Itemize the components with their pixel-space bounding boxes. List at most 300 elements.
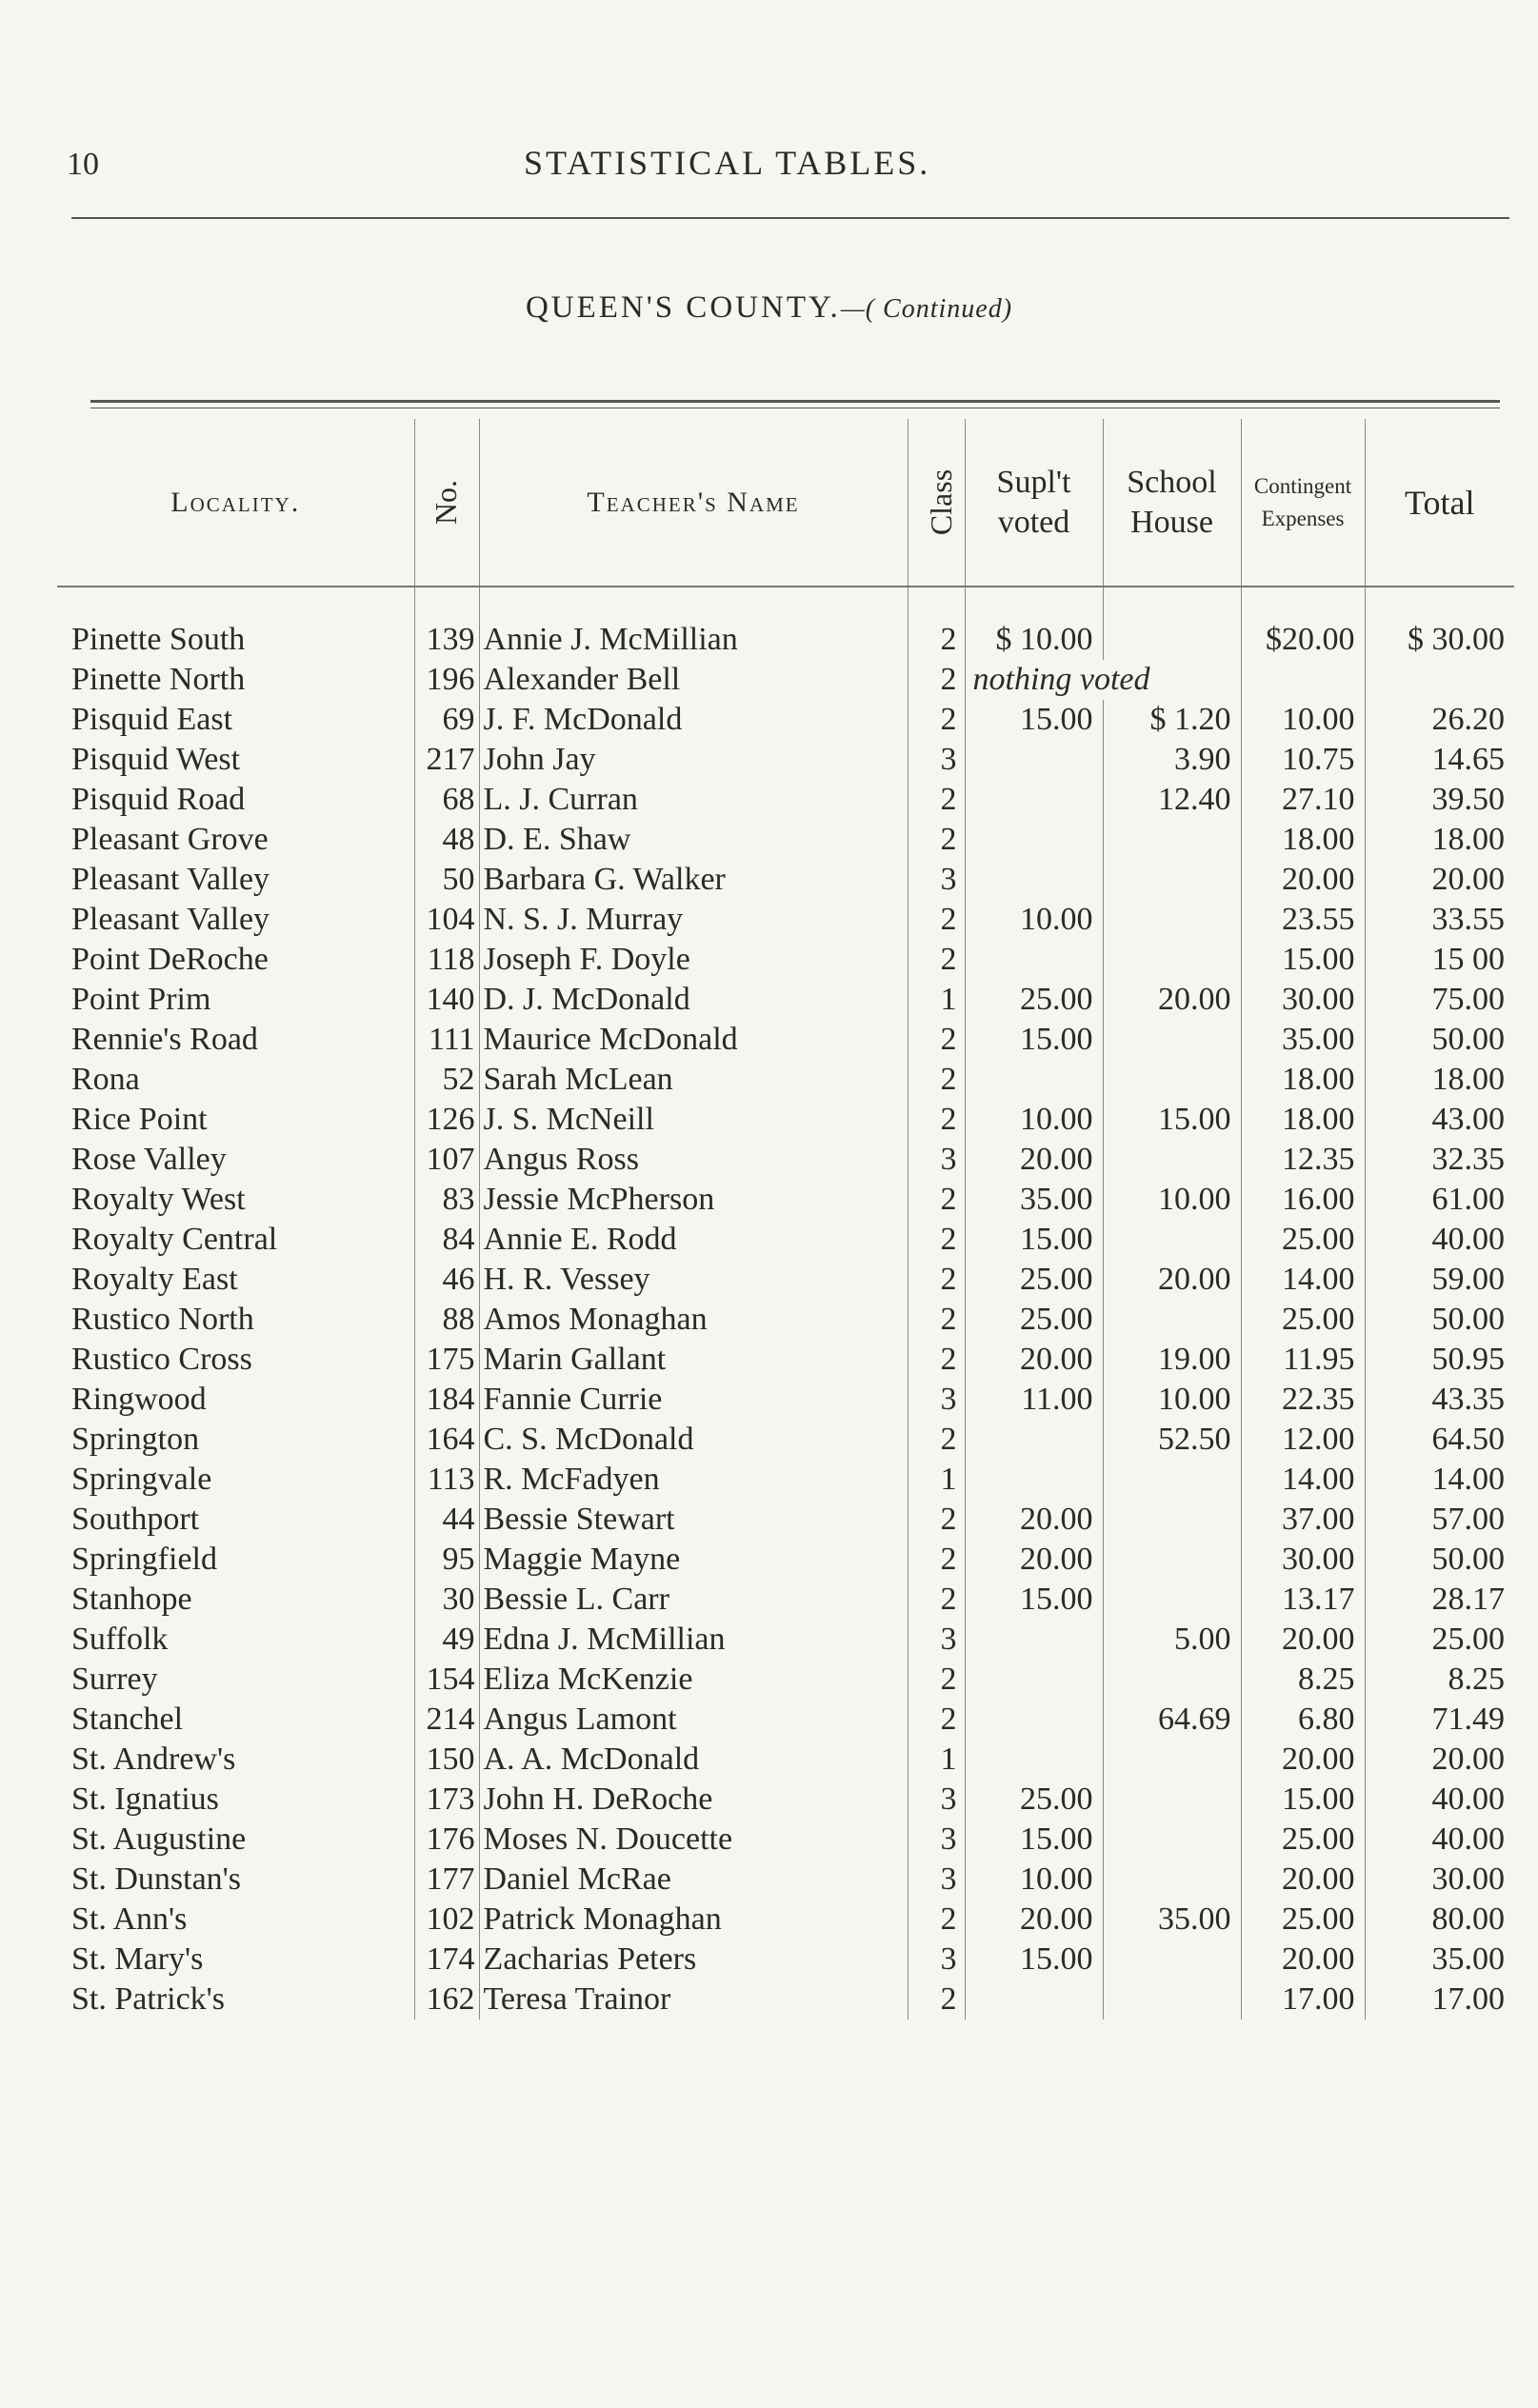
teacher-name-cell: Zacharias Peters bbox=[479, 1940, 908, 1980]
school-house-cell: 35.00 bbox=[1103, 1900, 1241, 1940]
number-cell: 95 bbox=[414, 1540, 479, 1580]
table-top-rule-thick bbox=[90, 400, 1500, 403]
class-cell: 2 bbox=[908, 1900, 965, 1940]
table-row bbox=[57, 1740, 1514, 1780]
number-cell: 30 bbox=[414, 1580, 479, 1620]
teacher-name-cell: H. R. Vessey bbox=[479, 1260, 908, 1300]
teacher-name-cell: Annie E. Rodd bbox=[479, 1220, 908, 1260]
supl-voted-cell: $ 10.00 bbox=[965, 587, 1103, 660]
class-cell: 3 bbox=[908, 1780, 965, 1820]
table-row bbox=[57, 1420, 1514, 1460]
number-cell: 107 bbox=[414, 1140, 479, 1180]
table-row bbox=[57, 740, 1514, 780]
total-cell: 39.50 bbox=[1365, 780, 1514, 820]
contingent-expenses-cell: 27.10 bbox=[1241, 780, 1365, 820]
contingent-expenses-cell: 35.00 bbox=[1241, 1020, 1365, 1060]
total-cell: 8.25 bbox=[1365, 1660, 1514, 1700]
number-cell: 102 bbox=[414, 1900, 479, 1940]
total-cell: 30.00 bbox=[1365, 1860, 1514, 1900]
total-cell: 35.00 bbox=[1365, 1940, 1514, 1980]
total-cell: 71.49 bbox=[1365, 1700, 1514, 1740]
school-house-cell bbox=[1103, 1820, 1241, 1860]
class-cell: 2 bbox=[908, 1060, 965, 1100]
locality-cell: Pinette South bbox=[71, 622, 246, 657]
school-house-cell bbox=[1103, 587, 1241, 660]
contingent-expenses-cell: 20.00 bbox=[1241, 1620, 1365, 1660]
contingent-expenses-cell: 25.00 bbox=[1241, 1300, 1365, 1340]
contingent-expenses-cell: 30.00 bbox=[1241, 1540, 1365, 1580]
total-cell: 14.65 bbox=[1365, 740, 1514, 780]
total-cell: 50.00 bbox=[1365, 1300, 1514, 1340]
total-cell: 43.35 bbox=[1365, 1380, 1514, 1420]
contingent-expenses-cell: 6.80 bbox=[1241, 1700, 1365, 1740]
number-cell: 174 bbox=[414, 1940, 479, 1980]
table-row bbox=[57, 1820, 1514, 1860]
class-cell: 2 bbox=[908, 1540, 965, 1580]
total-cell: 80.00 bbox=[1365, 1900, 1514, 1940]
locality-cell: Point Prim bbox=[71, 982, 211, 1017]
total-cell bbox=[1365, 660, 1514, 700]
school-house-cell: 10.00 bbox=[1103, 1380, 1241, 1420]
contingent-expenses-cell: 23.55 bbox=[1241, 900, 1365, 940]
teacher-name-cell: Maggie Mayne bbox=[479, 1540, 908, 1580]
school-house-cell bbox=[1103, 1060, 1241, 1100]
class-cell: 3 bbox=[908, 1620, 965, 1660]
supl-voted-cell bbox=[965, 940, 1103, 980]
number-cell: 196 bbox=[414, 660, 479, 700]
school-house-cell bbox=[1103, 1220, 1241, 1260]
supl-voted-cell: 25.00 bbox=[965, 1260, 1103, 1300]
total-cell: 50.95 bbox=[1365, 1340, 1514, 1380]
teacher-name-cell: R. McFadyen bbox=[479, 1460, 908, 1500]
school-house-cell bbox=[1103, 940, 1241, 980]
col-header-class bbox=[908, 419, 965, 587]
number-cell: 214 bbox=[414, 1700, 479, 1740]
locality-cell: Suffolk bbox=[71, 1622, 169, 1657]
class-cell: 2 bbox=[908, 1700, 965, 1740]
table-row bbox=[57, 1900, 1514, 1940]
locality-cell: Pinette North bbox=[71, 662, 246, 697]
supl-voted-cell bbox=[965, 1420, 1103, 1460]
school-house-cell: 15.00 bbox=[1103, 1100, 1241, 1140]
supl-voted-cell: 25.00 bbox=[965, 980, 1103, 1020]
contingent-expenses-cell: 25.00 bbox=[1241, 1820, 1365, 1860]
supl-voted-cell: 10.00 bbox=[965, 1860, 1103, 1900]
locality-cell: St. Ann's bbox=[71, 1901, 188, 1937]
contingent-expenses-cell: 14.00 bbox=[1241, 1260, 1365, 1300]
locality-cell: Rennie's Road bbox=[71, 1022, 258, 1057]
running-title: STATISTICAL TABLES. bbox=[524, 144, 931, 182]
contingent-expenses-cell: 18.00 bbox=[1241, 1100, 1365, 1140]
table-row bbox=[57, 700, 1514, 740]
locality-cell: Surrey bbox=[71, 1662, 158, 1697]
table-row bbox=[57, 900, 1514, 940]
table-row bbox=[57, 1860, 1514, 1900]
supl-voted-cell: 15.00 bbox=[965, 1940, 1103, 1980]
class-cell: 3 bbox=[908, 1860, 965, 1900]
teacher-name-cell: John H. DeRoche bbox=[479, 1780, 908, 1820]
table-row bbox=[57, 1780, 1514, 1820]
school-house-cell bbox=[1103, 1860, 1241, 1900]
supl-voted-cell bbox=[965, 780, 1103, 820]
school-house-cell bbox=[1103, 1580, 1241, 1620]
number-cell: 126 bbox=[414, 1100, 479, 1140]
table-row bbox=[57, 820, 1514, 860]
number-cell: 176 bbox=[414, 1820, 479, 1860]
number-cell: 177 bbox=[414, 1860, 479, 1900]
total-cell: 75.00 bbox=[1365, 980, 1514, 1020]
contingent-expenses-cell: 13.17 bbox=[1241, 1580, 1365, 1620]
col-header-school-line1: School bbox=[1127, 464, 1217, 500]
total-cell: 33.55 bbox=[1365, 900, 1514, 940]
table-row bbox=[57, 1980, 1514, 2020]
contingent-expenses-cell: 25.00 bbox=[1241, 1900, 1365, 1940]
supl-voted-cell: 11.00 bbox=[965, 1380, 1103, 1420]
table-row bbox=[57, 1540, 1514, 1580]
locality-cell: Royalty West bbox=[71, 1182, 246, 1217]
class-cell: 2 bbox=[908, 1020, 965, 1060]
class-cell: 2 bbox=[908, 1100, 965, 1140]
supl-voted-cell: 35.00 bbox=[965, 1180, 1103, 1220]
locality-cell: Springton bbox=[71, 1422, 200, 1457]
locality-cell: Rice Point bbox=[71, 1102, 208, 1137]
class-cell: 2 bbox=[908, 1340, 965, 1380]
class-cell: 2 bbox=[908, 780, 965, 820]
class-cell: 3 bbox=[908, 740, 965, 780]
locality-cell: Ringwood bbox=[71, 1382, 207, 1417]
teacher-name-cell: John Jay bbox=[479, 740, 908, 780]
school-house-cell bbox=[1103, 1540, 1241, 1580]
teacher-name-cell: Daniel McRae bbox=[479, 1860, 908, 1900]
table-row bbox=[57, 1220, 1514, 1260]
teacher-name-cell: Alexander Bell bbox=[479, 660, 908, 700]
col-header-supl-line1: Supl't bbox=[996, 464, 1071, 500]
locality-cell: St. Andrew's bbox=[71, 1741, 236, 1777]
contingent-expenses-cell: 11.95 bbox=[1241, 1340, 1365, 1380]
table-row bbox=[57, 1340, 1514, 1380]
class-cell: 3 bbox=[908, 1380, 965, 1420]
teacher-name-cell: Edna J. McMillian bbox=[479, 1620, 908, 1660]
teacher-name-cell: Maurice McDonald bbox=[479, 1020, 908, 1060]
supl-voted-cell: 15.00 bbox=[965, 1820, 1103, 1860]
supl-voted-cell bbox=[965, 1740, 1103, 1780]
class-cell: 2 bbox=[908, 900, 965, 940]
school-house-cell bbox=[1103, 900, 1241, 940]
locality-cell: Springvale bbox=[71, 1462, 212, 1497]
supl-voted-cell: 20.00 bbox=[965, 1140, 1103, 1180]
total-cell: 15 00 bbox=[1365, 940, 1514, 980]
number-cell: 104 bbox=[414, 900, 479, 940]
locality-cell: Royalty Central bbox=[71, 1222, 278, 1257]
total-cell: 40.00 bbox=[1365, 1780, 1514, 1820]
total-cell: 18.00 bbox=[1365, 1060, 1514, 1100]
supl-voted-cell bbox=[965, 1060, 1103, 1100]
teacher-name-cell: Barbara G. Walker bbox=[479, 860, 908, 900]
contingent-expenses-cell: 12.35 bbox=[1241, 1140, 1365, 1180]
class-cell: 3 bbox=[908, 1940, 965, 1980]
contingent-expenses-cell: 16.00 bbox=[1241, 1180, 1365, 1220]
number-cell: 140 bbox=[414, 980, 479, 1020]
table-row bbox=[57, 1300, 1514, 1340]
supl-voted-cell bbox=[965, 1660, 1103, 1700]
school-house-cell bbox=[1103, 1740, 1241, 1780]
col-header-contingent-line2: Expenses bbox=[1261, 506, 1345, 530]
table-row bbox=[57, 860, 1514, 900]
supl-voted-cell: 15.00 bbox=[965, 1020, 1103, 1060]
class-cell: 2 bbox=[908, 1660, 965, 1700]
teacher-name-cell: Sarah McLean bbox=[479, 1060, 908, 1100]
school-house-cell bbox=[1103, 1780, 1241, 1820]
number-cell: 175 bbox=[414, 1340, 479, 1380]
class-cell: 2 bbox=[908, 1580, 965, 1620]
note-cell: nothing voted bbox=[965, 660, 1241, 700]
class-cell: 2 bbox=[908, 1980, 965, 2020]
table-row bbox=[57, 1500, 1514, 1540]
contingent-expenses-cell: 18.00 bbox=[1241, 820, 1365, 860]
school-house-cell: 20.00 bbox=[1103, 980, 1241, 1020]
table-row bbox=[57, 1100, 1514, 1140]
number-cell: 139 bbox=[414, 587, 479, 660]
school-house-cell bbox=[1103, 860, 1241, 900]
total-cell: 32.35 bbox=[1365, 1140, 1514, 1180]
contingent-expenses-cell: 15.00 bbox=[1241, 940, 1365, 980]
total-cell: 20.00 bbox=[1365, 1740, 1514, 1780]
number-cell: 46 bbox=[414, 1260, 479, 1300]
contingent-expenses-cell: 25.00 bbox=[1241, 1220, 1365, 1260]
contingent-expenses-cell: 20.00 bbox=[1241, 1860, 1365, 1900]
total-cell: 28.17 bbox=[1365, 1580, 1514, 1620]
supl-voted-cell: 20.00 bbox=[965, 1900, 1103, 1940]
class-cell: 2 bbox=[908, 700, 965, 740]
supl-voted-cell: 25.00 bbox=[965, 1780, 1103, 1820]
locality-cell: Royalty East bbox=[71, 1262, 238, 1297]
table-row bbox=[57, 1460, 1514, 1500]
contingent-expenses-cell: 37.00 bbox=[1241, 1500, 1365, 1540]
locality-cell: St. Patrick's bbox=[71, 1981, 226, 2017]
class-cell: 3 bbox=[908, 1820, 965, 1860]
school-house-cell: 64.69 bbox=[1103, 1700, 1241, 1740]
number-cell: 50 bbox=[414, 860, 479, 900]
school-house-cell: 3.90 bbox=[1103, 740, 1241, 780]
col-header-contingent bbox=[1241, 419, 1365, 587]
table-row bbox=[57, 1700, 1514, 1740]
locality-cell: Rona bbox=[71, 1062, 140, 1097]
table-row bbox=[57, 1660, 1514, 1700]
teacher-name-cell: Bessie L. Carr bbox=[479, 1580, 908, 1620]
table-row bbox=[57, 980, 1514, 1020]
col-header-class-label: Class bbox=[923, 468, 958, 536]
col-header-locality: Locality. bbox=[57, 419, 414, 587]
table-header-row bbox=[57, 419, 1514, 587]
class-cell: 3 bbox=[908, 1140, 965, 1180]
contingent-expenses-cell: 15.00 bbox=[1241, 1780, 1365, 1820]
locality-cell: St. Dunstan's bbox=[71, 1861, 242, 1897]
supl-voted-cell: 25.00 bbox=[965, 1300, 1103, 1340]
locality-cell: Pleasant Valley bbox=[71, 862, 270, 897]
teacher-name-cell: Jessie McPherson bbox=[479, 1180, 908, 1220]
supl-voted-cell: 15.00 bbox=[965, 700, 1103, 740]
supl-voted-cell: 15.00 bbox=[965, 1220, 1103, 1260]
supl-voted-cell: 20.00 bbox=[965, 1540, 1103, 1580]
class-cell: 2 bbox=[908, 1220, 965, 1260]
total-cell: 14.00 bbox=[1365, 1460, 1514, 1500]
teacher-name-cell: D. E. Shaw bbox=[479, 820, 908, 860]
number-cell: 162 bbox=[414, 1980, 479, 2020]
locality-cell: Pleasant Valley bbox=[71, 902, 270, 937]
number-cell: 52 bbox=[414, 1060, 479, 1100]
total-cell: 20.00 bbox=[1365, 860, 1514, 900]
number-cell: 69 bbox=[414, 700, 479, 740]
locality-cell: Springfield bbox=[71, 1542, 217, 1577]
school-house-cell bbox=[1103, 1020, 1241, 1060]
locality-cell: Southport bbox=[71, 1502, 200, 1537]
teacher-name-cell: Moses N. Doucette bbox=[479, 1820, 908, 1860]
locality-cell: St. Mary's bbox=[71, 1941, 204, 1977]
teacher-name-cell: Marin Gallant bbox=[479, 1340, 908, 1380]
number-cell: 217 bbox=[414, 740, 479, 780]
class-cell: 1 bbox=[908, 1740, 965, 1780]
school-house-cell bbox=[1103, 1460, 1241, 1500]
class-cell: 2 bbox=[908, 1500, 965, 1540]
school-house-cell: 10.00 bbox=[1103, 1180, 1241, 1220]
number-cell: 184 bbox=[414, 1380, 479, 1420]
supl-voted-cell bbox=[965, 820, 1103, 860]
school-house-cell bbox=[1103, 1660, 1241, 1700]
header-rule bbox=[71, 217, 1509, 219]
number-cell: 164 bbox=[414, 1420, 479, 1460]
locality-cell: Pisquid West bbox=[71, 742, 241, 777]
total-cell: 17.00 bbox=[1365, 1980, 1514, 2020]
number-cell: 49 bbox=[414, 1620, 479, 1660]
col-header-school bbox=[1103, 419, 1241, 587]
supl-voted-cell bbox=[965, 1700, 1103, 1740]
teacher-name-cell: N. S. J. Murray bbox=[479, 900, 908, 940]
locality-cell: St. Ignatius bbox=[71, 1781, 219, 1817]
col-header-no-label: No. bbox=[429, 479, 464, 526]
total-cell: 40.00 bbox=[1365, 1820, 1514, 1860]
col-header-no bbox=[414, 419, 479, 587]
class-cell: 2 bbox=[908, 660, 965, 700]
total-cell: 57.00 bbox=[1365, 1500, 1514, 1540]
teacher-name-cell: D. J. McDonald bbox=[479, 980, 908, 1020]
table-row bbox=[57, 587, 1514, 660]
supl-voted-cell bbox=[965, 1980, 1103, 2020]
number-cell: 48 bbox=[414, 820, 479, 860]
teacher-name-cell: Patrick Monaghan bbox=[479, 1900, 908, 1940]
supl-voted-cell: 15.00 bbox=[965, 1580, 1103, 1620]
total-cell: 43.00 bbox=[1365, 1100, 1514, 1140]
teacher-name-cell: Joseph F. Doyle bbox=[479, 940, 908, 980]
total-cell: 59.00 bbox=[1365, 1260, 1514, 1300]
supl-voted-cell: 10.00 bbox=[965, 1100, 1103, 1140]
class-cell: 2 bbox=[908, 587, 965, 660]
number-cell: 44 bbox=[414, 1500, 479, 1540]
locality-cell: Pisquid Road bbox=[71, 782, 246, 817]
table-row bbox=[57, 1260, 1514, 1300]
county-name: QUEEN'S COUNTY. bbox=[525, 290, 841, 325]
school-house-cell: 20.00 bbox=[1103, 1260, 1241, 1300]
locality-cell: Stanchel bbox=[71, 1702, 184, 1737]
table-row bbox=[57, 1060, 1514, 1100]
total-cell: 18.00 bbox=[1365, 820, 1514, 860]
col-header-supl bbox=[965, 419, 1103, 587]
table-row bbox=[57, 780, 1514, 820]
school-house-cell: 52.50 bbox=[1103, 1420, 1241, 1460]
teacher-name-cell: Angus Ross bbox=[479, 1140, 908, 1180]
contingent-expenses-cell: 22.35 bbox=[1241, 1380, 1365, 1420]
col-header-total: Total bbox=[1365, 419, 1514, 587]
number-cell: 111 bbox=[414, 1020, 479, 1060]
school-house-cell bbox=[1103, 1300, 1241, 1340]
teacher-name-cell: Bessie Stewart bbox=[479, 1500, 908, 1540]
number-cell: 150 bbox=[414, 1740, 479, 1780]
class-cell: 2 bbox=[908, 1420, 965, 1460]
table-row bbox=[57, 1580, 1514, 1620]
col-header-supl-line2: voted bbox=[997, 504, 1070, 540]
page-number: 10 bbox=[67, 147, 99, 182]
teacher-name-cell: L. J. Curran bbox=[479, 780, 908, 820]
continued-label: —( Continued) bbox=[840, 294, 1013, 324]
locality-cell: Rose Valley bbox=[71, 1142, 227, 1177]
class-cell: 2 bbox=[908, 1180, 965, 1220]
supl-voted-cell bbox=[965, 860, 1103, 900]
number-cell: 84 bbox=[414, 1220, 479, 1260]
table-row bbox=[57, 1020, 1514, 1060]
locality-cell: Rustico Cross bbox=[71, 1342, 252, 1377]
class-cell: 2 bbox=[908, 1300, 965, 1340]
locality-cell: Pisquid East bbox=[71, 702, 233, 737]
class-cell: 2 bbox=[908, 1260, 965, 1300]
contingent-expenses-cell: 20.00 bbox=[1241, 1740, 1365, 1780]
table-row bbox=[57, 1140, 1514, 1180]
teacher-name-cell: Eliza McKenzie bbox=[479, 1660, 908, 1700]
class-cell: 1 bbox=[908, 1460, 965, 1500]
school-house-cell bbox=[1103, 1500, 1241, 1540]
col-header-contingent-line1: Contingent bbox=[1253, 473, 1352, 498]
locality-cell: Rustico North bbox=[71, 1302, 254, 1337]
teacher-name-cell: Angus Lamont bbox=[479, 1700, 908, 1740]
teacher-name-cell: A. A. McDonald bbox=[479, 1740, 908, 1780]
school-house-cell: 5.00 bbox=[1103, 1620, 1241, 1660]
contingent-expenses-cell: 14.00 bbox=[1241, 1460, 1365, 1500]
number-cell: 154 bbox=[414, 1660, 479, 1700]
col-header-school-line2: House bbox=[1130, 504, 1213, 540]
table-row bbox=[57, 1180, 1514, 1220]
contingent-expenses-cell: 20.00 bbox=[1241, 860, 1365, 900]
supl-voted-cell bbox=[965, 740, 1103, 780]
table-body bbox=[57, 587, 1514, 2020]
school-house-cell: $ 1.20 bbox=[1103, 700, 1241, 740]
table-row bbox=[57, 1380, 1514, 1420]
teacher-name-cell: C. S. McDonald bbox=[479, 1420, 908, 1460]
total-cell: 50.00 bbox=[1365, 1540, 1514, 1580]
teacher-name-cell: J. S. McNeill bbox=[479, 1100, 908, 1140]
county-title bbox=[0, 290, 1538, 326]
contingent-expenses-cell: $20.00 bbox=[1241, 587, 1365, 660]
supl-voted-cell bbox=[965, 1460, 1103, 1500]
school-house-cell: 19.00 bbox=[1103, 1340, 1241, 1380]
locality-cell: Point DeRoche bbox=[71, 942, 269, 977]
table-row bbox=[57, 1620, 1514, 1660]
locality-cell: St. Augustine bbox=[71, 1821, 247, 1857]
teacher-name-cell: J. F. McDonald bbox=[479, 700, 908, 740]
number-cell: 88 bbox=[414, 1300, 479, 1340]
contingent-expenses-cell: 8.25 bbox=[1241, 1660, 1365, 1700]
page-header bbox=[67, 143, 1514, 183]
class-cell: 2 bbox=[908, 940, 965, 980]
teacher-name-cell: Annie J. McMillian bbox=[479, 587, 908, 660]
total-cell: 61.00 bbox=[1365, 1180, 1514, 1220]
